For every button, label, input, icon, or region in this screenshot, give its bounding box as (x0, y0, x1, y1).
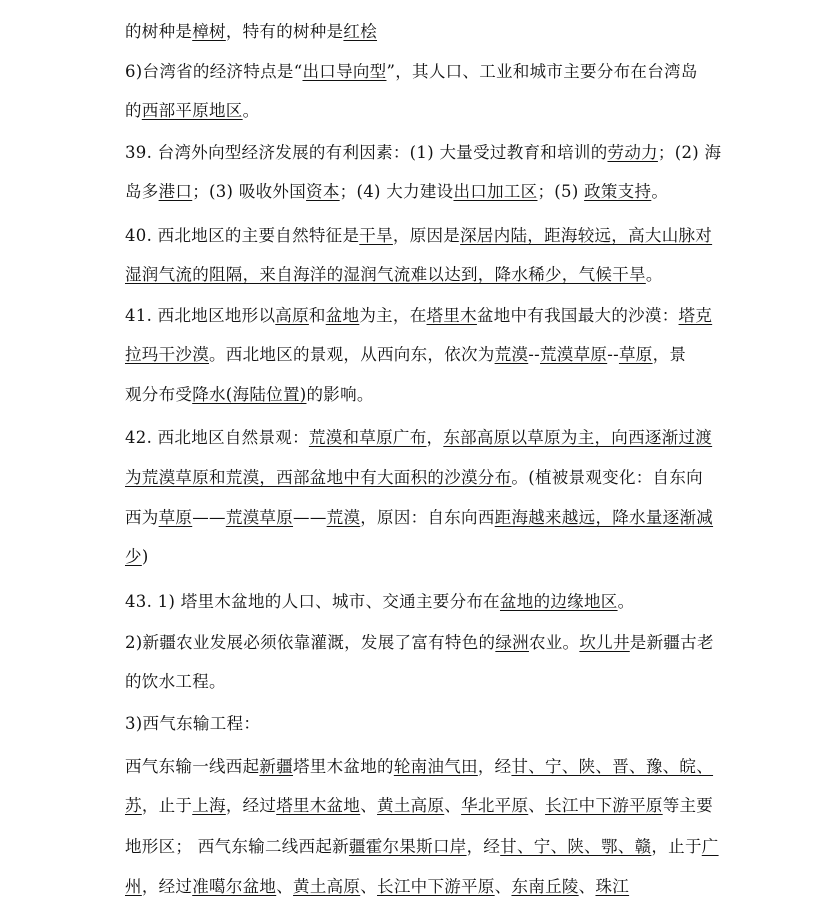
text-line (125, 180, 668, 204)
text-segment: ；(5) (537, 182, 585, 201)
text-segment: ，原因是 (392, 226, 461, 245)
text-segment: 。 (242, 101, 260, 120)
text-line (125, 545, 149, 569)
text-segment: 43. 1) 塔里木盆地的人口、城市、交通主要分布在 (125, 592, 500, 611)
underlined-answer: 港口 (158, 182, 193, 201)
text-segment: ， (426, 428, 444, 447)
underlined-answer: 坎儿井 (579, 633, 630, 652)
underlined-answer: 拉玛干沙漠 (125, 345, 209, 364)
underlined-answer: 绿洲 (495, 633, 529, 652)
text-segment: ，景 (652, 345, 687, 364)
underlined-answer: 干旱 (359, 226, 393, 245)
text-segment: 、 (276, 877, 294, 896)
underlined-answer: 甘、宁、陕、鄂、赣 (500, 837, 652, 856)
text-line (125, 794, 713, 818)
underlined-answer: 荒漠草原 (225, 508, 294, 527)
text-line (125, 60, 698, 84)
underlined-answer: 珠江 (595, 877, 630, 896)
underlined-answer: 轮南油气田 (393, 757, 478, 776)
text-segment: 、 (578, 877, 596, 896)
text-segment: ，经 (466, 837, 501, 856)
underlined-answer: 降水(海陆位置) (192, 385, 307, 404)
text-segment: ) (141, 547, 149, 566)
text-segment: 是新疆古老 (629, 633, 714, 652)
underlined-answer: 出口加工区 (453, 182, 538, 201)
text-segment: 、 (360, 877, 378, 896)
underlined-answer: 塔里木 (426, 306, 477, 325)
underlined-answer: 黄土高原 (293, 877, 361, 896)
underlined-answer: 樟树 (192, 22, 226, 41)
underlined-answer: 塔里木盆地 (276, 796, 361, 815)
text-segment: 西气东输一线西起 (125, 757, 260, 776)
text-segment: 。 (651, 182, 669, 201)
underlined-answer: 苏 (125, 796, 142, 815)
underlined-answer: 东部高原以草原为主，向西逐渐过渡 (443, 428, 713, 447)
underlined-answer: 华北平原 (461, 796, 529, 815)
text-segment: 的影响。 (306, 385, 374, 404)
underlined-answer: 长江中下游平原 (545, 796, 663, 815)
underlined-answer: 黄土高原 (377, 796, 445, 815)
text-segment: 3)西气东输工程： (125, 714, 261, 733)
text-segment: —— (293, 508, 327, 527)
text-line (125, 835, 719, 859)
underlined-answer: 准噶尔盆地 (192, 877, 277, 896)
text-line (125, 263, 663, 287)
text-line (125, 875, 629, 899)
text-segment: 、 (494, 877, 512, 896)
underlined-answer: 草原 (618, 345, 653, 364)
text-line (125, 304, 712, 328)
text-line (125, 631, 714, 655)
text-line (125, 590, 634, 614)
text-segment: ；(2) 海 (657, 143, 722, 162)
text-segment: 为主，在 (359, 306, 427, 325)
underlined-answer: 广 (701, 837, 719, 856)
underlined-answer: 长江中下游平原 (377, 877, 495, 896)
underlined-answer: 政策支持 (584, 182, 652, 201)
text-segment: ，经 (477, 757, 512, 776)
text-segment: 2)新疆农业发展必须依靠灌溉，发展了富有特色的 (125, 633, 496, 652)
text-line (125, 343, 686, 367)
text-segment: -- (528, 345, 540, 364)
underlined-answer: 西部平原地区 (141, 101, 243, 120)
text-segment: 。 (617, 592, 635, 611)
text-line (125, 506, 713, 530)
text-segment: 、 (528, 796, 546, 815)
text-segment: -- (607, 345, 619, 364)
underlined-answer: 距海越来越远，降水量逐渐减 (494, 508, 714, 527)
text-line (125, 20, 377, 44)
underlined-answer: 荒漠 (494, 345, 529, 364)
text-segment: 40. 西北地区的主要自然特征是 (125, 226, 360, 245)
text-segment: 41. 西北地区地形以 (125, 306, 276, 325)
underlined-answer: 高原 (275, 306, 309, 325)
underlined-answer: 草原 (158, 508, 193, 527)
text-segment: 39. 台湾外向型经济发展的有利因素：(1) 大量受过教育和培训的 (125, 143, 608, 162)
text-segment: 西为 (125, 508, 159, 527)
underlined-answer: 上海 (192, 796, 226, 815)
text-segment: —— (192, 508, 226, 527)
text-segment: 的树种是 (125, 22, 193, 41)
underlined-answer: 深居内陆，距海较远，高大山脉对 (460, 226, 713, 245)
text-segment: ，经过 (225, 796, 277, 815)
text-segment: 42. 西北地区自然景观： (125, 428, 309, 447)
underlined-answer: 少 (125, 547, 142, 566)
text-segment: 。(植被景观变化：自东向 (511, 468, 703, 487)
underlined-answer: 出口导向型 (302, 62, 387, 81)
text-segment: ；(3) 吸收外国 (192, 182, 307, 201)
underlined-answer: 为荒漠草原和荒漠，西部盆地中有大面积的沙漠分布 (125, 468, 512, 487)
underlined-answer: 盆地 (325, 306, 360, 325)
text-segment: 的饮水工程。 (125, 672, 226, 691)
text-segment: ，原因：自东向西 (360, 508, 495, 527)
text-segment: ，止于 (651, 837, 702, 856)
text-segment: 的 (125, 101, 142, 120)
text-segment: 农业。 (528, 633, 580, 652)
underlined-answer: 荒漠和草原广布 (308, 428, 427, 447)
text-line (125, 224, 712, 248)
text-segment: 等主要 (662, 796, 714, 815)
text-segment: 岛多 (125, 182, 159, 201)
text-line (125, 712, 260, 736)
underlined-answer: 红桧 (343, 22, 378, 41)
underlined-answer: 荒漠 (326, 508, 361, 527)
text-segment: 盆地中有我国最大的沙漠： (476, 306, 679, 325)
text-line (125, 755, 713, 779)
underlined-answer: 塔克 (678, 306, 713, 325)
text-segment: ，特有的树种是 (225, 22, 344, 41)
text-segment: 和 (308, 306, 326, 325)
text-line (125, 466, 703, 490)
text-line (125, 99, 259, 123)
underlined-answer: 新疆 (259, 757, 294, 776)
underlined-answer: 东南丘陵 (511, 877, 579, 896)
text-segment: 塔里木盆地的 (293, 757, 394, 776)
underlined-answer: 资本 (306, 182, 340, 201)
underlined-answer: 劳动力 (607, 143, 658, 162)
text-line (125, 141, 721, 165)
underlined-answer: 盆地的边缘地区 (499, 592, 618, 611)
underlined-answer: 湿润气流的阻隔，来自海洋的湿润气流难以达到，降水稀少，气候干旱 (125, 265, 646, 284)
underlined-answer: 甘、宁、陕、晋、豫、皖、 (511, 757, 714, 776)
text-line (125, 670, 226, 694)
text-line (125, 383, 374, 407)
text-segment: 、 (360, 796, 378, 815)
text-line (125, 426, 712, 450)
text-segment: ，经过 (141, 877, 193, 896)
text-segment: ；(4) 大力建设 (339, 182, 454, 201)
text-segment: 。西北地区的景观，从西向东，依次为 (209, 345, 495, 364)
text-segment: 6)台湾省的经济特点是“ (125, 62, 303, 81)
text-segment: 、 (444, 796, 462, 815)
text-segment: 地形区； 西气东输二线西起新 (125, 837, 349, 856)
text-segment: ”，其人口、工业和城市主要分布在台湾岛 (386, 62, 698, 81)
underlined-answer: 疆霍尔果斯口岸 (348, 837, 467, 856)
underlined-answer: 荒漠草原 (539, 345, 608, 364)
text-segment: 。 (645, 265, 663, 284)
underlined-answer: 州 (125, 877, 142, 896)
text-segment: 观分布受 (125, 385, 193, 404)
text-segment: ，止于 (141, 796, 193, 815)
